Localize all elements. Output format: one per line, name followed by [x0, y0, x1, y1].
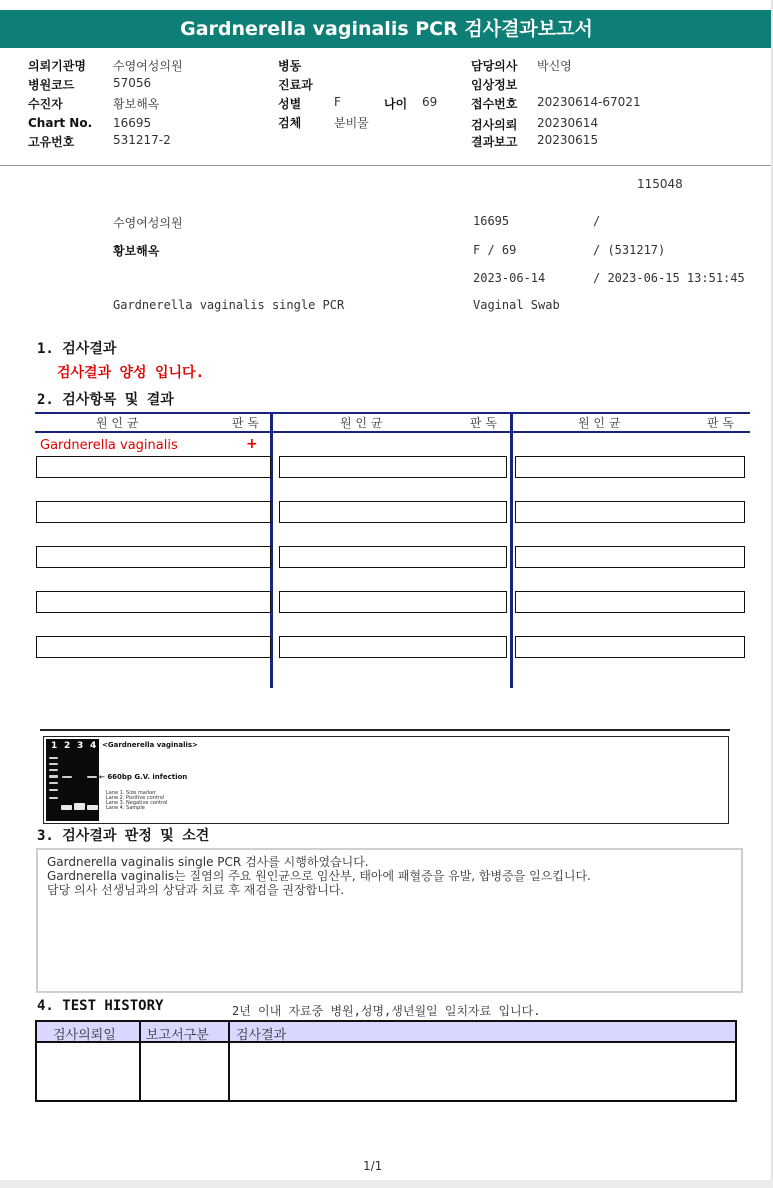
specimen-value: 분비물: [334, 116, 369, 130]
report-label: 결과보고: [471, 135, 518, 149]
gel-band-label-text: 660bp G.V. infection: [107, 773, 188, 781]
result-cell-box: [515, 501, 745, 523]
gel-band: [74, 803, 85, 810]
info-patient: 황보해옥: [113, 244, 160, 258]
gel-band: [49, 763, 58, 765]
lane-description: Lane 1. Size marker: [106, 790, 156, 796]
gel-band: [49, 782, 58, 784]
gel-band: [87, 805, 98, 810]
age-value: 69: [422, 95, 438, 109]
lane-description: Lane 4. Sample: [106, 805, 145, 811]
chart-value: 16695: [113, 116, 152, 130]
gel-band: [49, 775, 58, 778]
result-table-top-border: [35, 412, 750, 414]
doctor-value: 박신영: [537, 59, 572, 73]
header-separator: [0, 165, 773, 166]
lane-description: Lane 3. Negative control: [106, 800, 168, 806]
opinion-line: 담당 의사 선생님과의 상담과 치료 후 재검을 권장합니다.: [47, 883, 345, 897]
history-subtitle: 2년 이내 자료중 병원,성명,생년월일 일치자료 입니다.: [232, 1004, 541, 1018]
info-slash: /: [593, 214, 601, 228]
result-cell-box: [36, 456, 271, 478]
receipt-label: 접수번호: [471, 97, 518, 111]
lane-description: Lane 2. Positive control: [106, 795, 165, 801]
gel-band: [49, 797, 58, 799]
gel-top-rule: [40, 729, 730, 731]
sex-value: F: [334, 95, 341, 109]
report-value: 20230615: [537, 133, 599, 147]
history-col-result: 검사결과: [236, 1028, 287, 1043]
code-value: 57056: [113, 76, 152, 90]
gel-band: [61, 805, 72, 810]
result-cell-box: [279, 636, 507, 658]
page-bottom-band: [0, 1180, 773, 1188]
gel-band: [87, 776, 97, 778]
lane-number: 4: [90, 741, 97, 751]
report-number: 115048: [637, 177, 683, 191]
info-hospital: 수영여성의원: [113, 216, 183, 230]
gel-band: [49, 789, 58, 791]
history-table-divider: [139, 1022, 141, 1100]
result-table-header-border: [35, 431, 750, 433]
result-summary: 검사결과 양성 입니다.: [57, 365, 205, 381]
patient-value: 황보해옥: [113, 97, 160, 111]
sex-label: 성별: [278, 97, 302, 111]
history-table-divider: [228, 1022, 230, 1100]
result-cell-box: [279, 546, 507, 568]
col-judgement: 판 독: [232, 416, 259, 430]
gel-band: [49, 757, 58, 759]
section1-heading: 1. 검사결과: [37, 341, 117, 357]
receipt-value: 20230614-67021: [537, 95, 641, 109]
result-cell-box: [515, 591, 745, 613]
dept-label: 진료과: [278, 78, 313, 92]
info-test-name: Gardnerella vaginalis single PCR: [113, 298, 345, 312]
col-judgement: 판 독: [470, 416, 497, 430]
opinion-line: Gardnerella vaginalis single PCR 검사를 시행하였습니다.: [47, 855, 369, 869]
gel-band: [49, 769, 58, 771]
opinion-line: Gardnerella vaginalis는 질염의 주요 원인균으로 임산부, 태아에 패혈증을 유발, 합병증을 일으킵니다.: [47, 869, 591, 883]
result-cell-box: [515, 456, 745, 478]
history-table: [35, 1020, 737, 1102]
result-table-divider: [510, 412, 513, 688]
result-cell-box: [279, 456, 507, 478]
result-cell-box: [36, 636, 271, 658]
report-title: Gardnerella vaginalis PCR 검사결과보고서: [0, 10, 773, 48]
col-organism: 원 인 균: [578, 416, 621, 430]
section3-heading: 3. 검사결과 판정 및 소견: [37, 828, 210, 844]
info-request-date: 2023-06-14: [473, 271, 546, 285]
id-value: 531217-2: [113, 133, 171, 147]
result-cell-box: [36, 501, 271, 523]
age-label: 나이: [384, 97, 408, 111]
ward-label: 병동: [278, 59, 302, 73]
result-cell-box: [279, 591, 507, 613]
col-organism: 원 인 균: [96, 416, 139, 430]
hospital-label: 의뢰기관명: [28, 59, 86, 73]
result-organism: Gardnerella vaginalis: [40, 438, 178, 453]
history-table-header: [37, 1022, 735, 1043]
info-specimen: Vaginal Swab: [473, 298, 560, 312]
gel-band: [62, 776, 72, 778]
gel-title: <Gardnerella vaginalis>: [102, 741, 198, 749]
lane-number: 1: [51, 741, 58, 751]
info-report-datetime: / 2023-06-15 13:51:45: [593, 271, 745, 285]
lane-number: 3: [77, 741, 84, 751]
info-sex-age: F / 69: [473, 243, 517, 257]
section4-heading: 4. TEST HISTORY: [37, 998, 164, 1014]
code-label: 병원코드: [28, 78, 75, 92]
col-judgement: 판 독: [707, 416, 734, 430]
clinical-label: 임상정보: [471, 78, 518, 92]
lane-number: 2: [64, 741, 71, 751]
gel-band-label: ← 660bp G.V. infection: [99, 773, 188, 781]
result-judgement: +: [246, 436, 258, 452]
col-organism: 원 인 균: [340, 416, 383, 430]
info-chart: 16695: [473, 214, 510, 228]
result-cell-box: [36, 591, 271, 613]
result-cell-box: [515, 636, 745, 658]
hospital-value: 수영여성의원: [113, 59, 183, 73]
request-label: 검사의뢰: [471, 118, 518, 132]
gel-image-panel: [43, 736, 729, 824]
request-value: 20230614: [537, 116, 599, 130]
specimen-label: 검체: [278, 116, 302, 130]
chart-label: Chart No.: [28, 116, 93, 130]
opinion-box: [36, 848, 743, 993]
result-cell-box: [279, 501, 507, 523]
patient-label: 수진자: [28, 97, 63, 111]
result-cell-box: [36, 546, 271, 568]
section2-heading: 2. 검사항목 및 결과: [37, 392, 174, 408]
gel-electrophoresis-image: [46, 739, 99, 821]
history-col-report-type: 보고서구분: [146, 1028, 209, 1043]
result-cell-box: [515, 546, 745, 568]
info-birth: / (531217): [593, 243, 666, 257]
doctor-label: 담당의사: [471, 59, 518, 73]
history-col-request-date: 검사의뢰일: [53, 1028, 116, 1043]
page-number: 1/1: [363, 1159, 383, 1173]
id-label: 고유번호: [28, 135, 75, 149]
